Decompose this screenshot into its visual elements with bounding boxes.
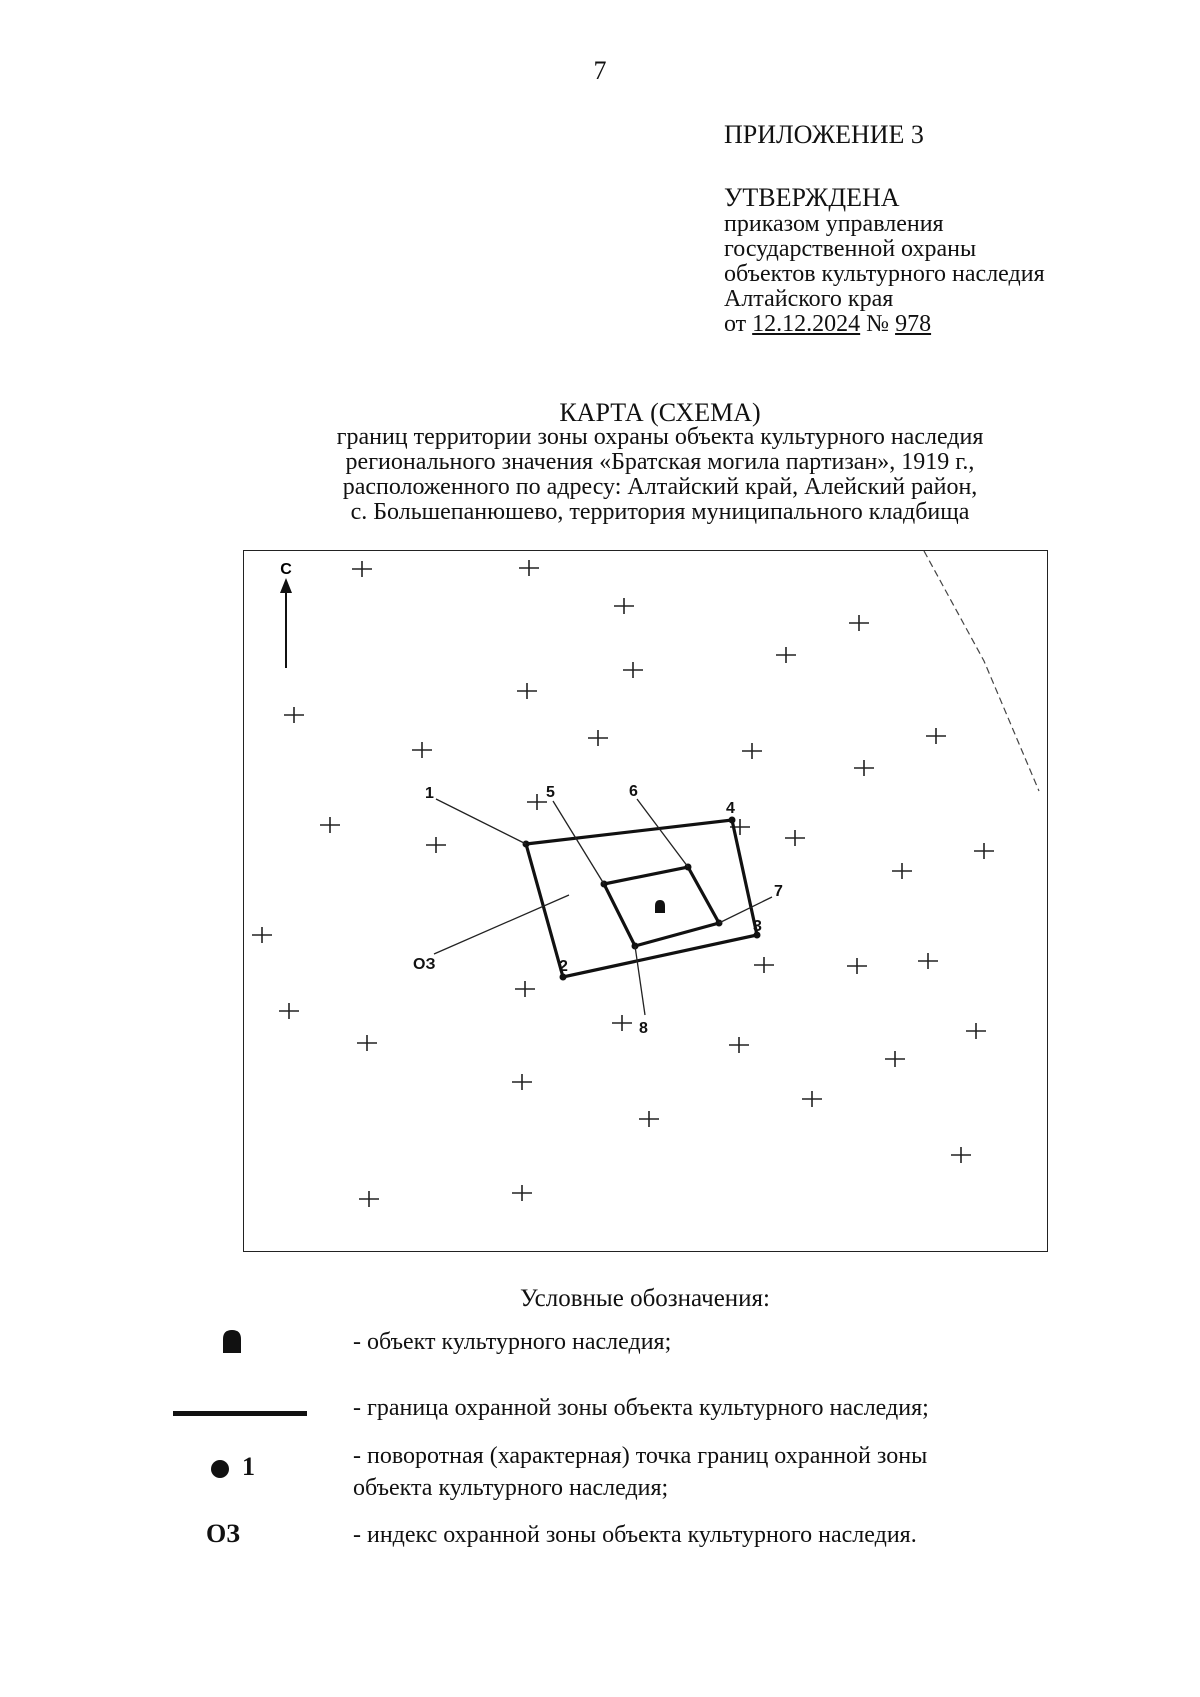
cross-mark xyxy=(512,1074,532,1090)
point-label-6: 6 xyxy=(629,783,638,800)
approval-line: объектов культурного наследия xyxy=(724,261,1045,287)
cross-mark xyxy=(279,1003,299,1019)
legend-point-dot xyxy=(211,1460,229,1478)
legend-title: Условные обозначения: xyxy=(519,1285,771,1312)
cross-mark xyxy=(284,707,304,723)
point-label-7: 7 xyxy=(774,883,783,900)
cross-mark xyxy=(885,1051,905,1067)
legend-text-point-line1: - поворотная (характерная) точка границ охранной зоны xyxy=(353,1443,928,1469)
monument-icon xyxy=(655,900,665,913)
north-label: С xyxy=(280,561,292,578)
cross-marks xyxy=(252,560,994,1207)
cross-mark xyxy=(352,561,372,577)
cross-mark xyxy=(847,958,867,974)
cross-mark xyxy=(926,728,946,744)
approval-line: приказом управления xyxy=(724,211,944,237)
approval-line: государственной охраны xyxy=(724,236,977,262)
point-label-2: 2 xyxy=(559,958,568,975)
cross-mark xyxy=(974,843,994,859)
legend-text-point-line2: объекта культурного наследия; xyxy=(353,1475,669,1501)
cross-mark xyxy=(512,1185,532,1201)
cross-mark xyxy=(320,817,340,833)
zone-index-label: ОЗ xyxy=(413,956,436,973)
approval-date-line xyxy=(724,312,1045,337)
cross-mark xyxy=(588,730,608,746)
legend-point-label: 1 xyxy=(242,1452,255,1481)
map-frame xyxy=(243,550,1048,1252)
legend-text-monument: - объект культурного наследия; xyxy=(353,1329,672,1355)
legend-text-point xyxy=(353,1440,927,1504)
cross-mark xyxy=(892,863,912,879)
cross-mark xyxy=(802,1091,822,1107)
cross-mark xyxy=(252,927,272,943)
legend-text-boundary: - граница охранной зоны объекта культурного наследия; xyxy=(353,1395,929,1421)
cross-mark xyxy=(951,1147,971,1163)
cross-mark xyxy=(785,830,805,846)
monument-icon xyxy=(221,1328,243,1354)
page-number: 7 xyxy=(593,56,607,85)
cross-mark xyxy=(854,760,874,776)
point-label-3: 3 xyxy=(753,918,762,935)
approval-number: 978 xyxy=(895,311,932,337)
cross-mark xyxy=(357,1035,377,1051)
title-line: границ территории зоны охраны объекта культурного наследия xyxy=(336,424,984,450)
cross-mark xyxy=(754,957,774,973)
cross-mark xyxy=(966,1023,986,1039)
map-title: КАРТА (СХЕМА) xyxy=(559,398,761,427)
north-arrow xyxy=(280,561,292,668)
cross-mark xyxy=(639,1111,659,1127)
cross-mark xyxy=(849,615,869,631)
cross-mark xyxy=(517,683,537,699)
cross-mark xyxy=(729,1037,749,1053)
approval-block xyxy=(724,122,1045,337)
appendix-label: ПРИЛОЖЕНИЕ 3 xyxy=(724,120,924,149)
point-label-8: 8 xyxy=(639,1020,648,1037)
legend-boundary-line xyxy=(173,1411,307,1416)
legend-zone-index: ОЗ xyxy=(206,1519,240,1548)
approval-line: Алтайского края xyxy=(724,286,894,312)
cross-mark xyxy=(412,742,432,758)
road-dashed-line xyxy=(924,551,1039,791)
leader-lines xyxy=(434,799,772,1015)
point-label-4: 4 xyxy=(726,800,735,817)
number-prefix: № xyxy=(860,311,896,337)
cross-mark xyxy=(918,953,938,969)
point-label-5: 5 xyxy=(546,784,555,801)
map-svg xyxy=(244,551,1047,1251)
cross-mark xyxy=(776,647,796,663)
legend-monument-icon xyxy=(221,1328,243,1359)
map-title-block xyxy=(0,400,1200,525)
cross-mark xyxy=(527,794,547,810)
point-label-1: 1 xyxy=(425,785,434,802)
cross-mark xyxy=(426,837,446,853)
cross-mark xyxy=(614,598,634,614)
approval-date: 12.12.2024 xyxy=(752,311,861,337)
cross-mark xyxy=(519,560,539,576)
cross-mark xyxy=(623,662,643,678)
title-line: с. Большепанюшево, территория муниципального кладбища xyxy=(350,499,970,525)
cross-mark xyxy=(742,743,762,759)
date-prefix: от xyxy=(724,311,753,337)
cross-mark xyxy=(359,1191,379,1207)
approved-label: УТВЕРЖДЕНА xyxy=(724,183,900,212)
cross-mark xyxy=(515,981,535,997)
title-line: регионального значения «Братская могила партизан», 1919 г., xyxy=(345,449,975,475)
legend-text-zone-index: - индекс охранной зоны объекта культурного наследия. xyxy=(353,1522,917,1548)
title-line: расположенного по адресу: Алтайский край, Алейский район, xyxy=(342,474,978,500)
cross-mark xyxy=(612,1015,632,1031)
